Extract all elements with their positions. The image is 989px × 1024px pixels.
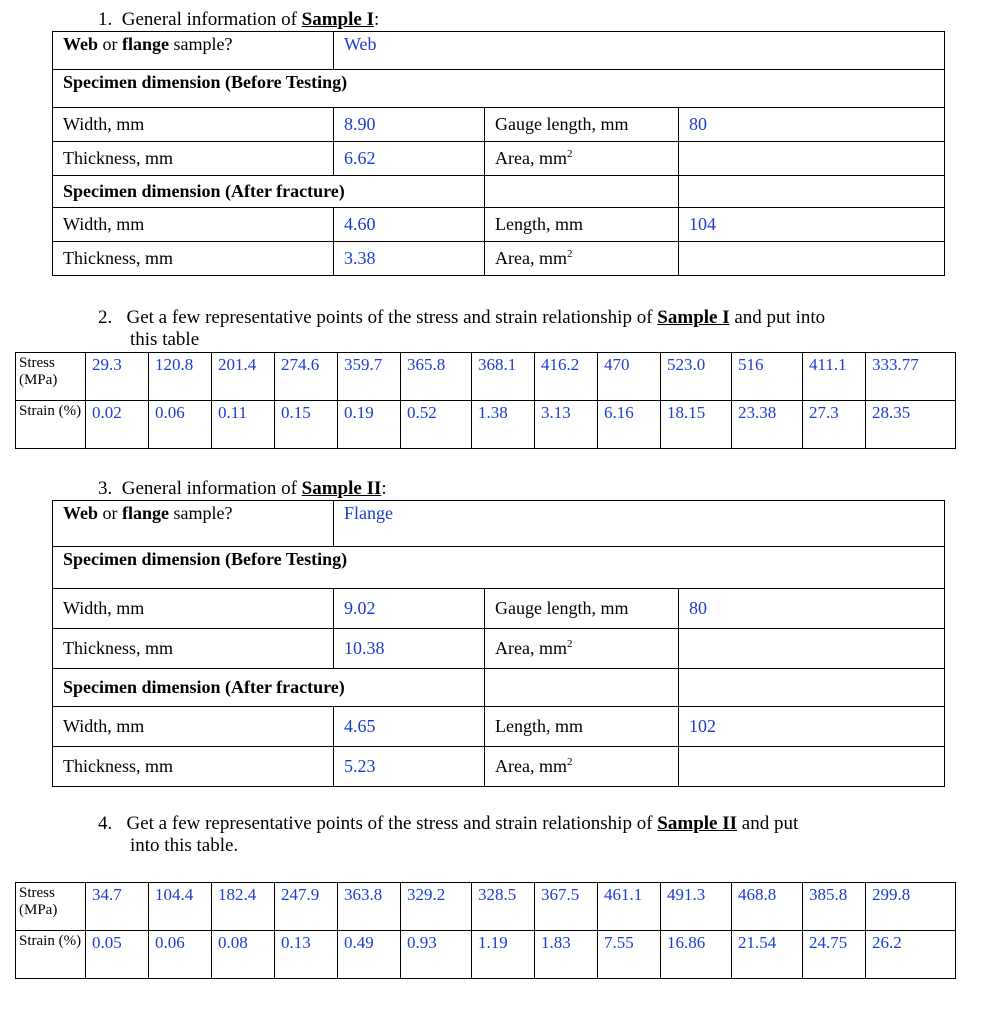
strain-label: Strain (%) [16,401,86,449]
stress-cell: 385.8 [803,883,866,931]
after-width-value: 4.65 [334,707,485,747]
stress-cell: 34.7 [86,883,149,931]
stress-cell: 359.7 [338,353,401,401]
web-flange-value: Flange [334,501,945,547]
strain-cell: 1.38 [472,401,535,449]
length-value: 104 [679,208,945,242]
before-testing-title: Specimen dimension (Before Testing) [53,547,945,589]
stress-cell: 333.77 [866,353,956,401]
strain-cell: 0.19 [338,401,401,449]
after-fracture-title: Specimen dimension (After fracture) [53,176,485,208]
after-thickness-value: 3.38 [334,242,485,276]
strain-cell: 24.75 [803,931,866,979]
section3-heading: 3. General information of Sample II: [98,478,387,499]
empty-cell [485,669,679,707]
stress-cell: 182.4 [212,883,275,931]
stress-cell: 365.8 [401,353,472,401]
gauge-length-value: 80 [679,589,945,629]
stress-cell: 274.6 [275,353,338,401]
strain-cell: 0.05 [86,931,149,979]
stress-cell: 329.2 [401,883,472,931]
before-testing-title: Specimen dimension (Before Testing) [53,70,945,108]
empty-cell [679,669,945,707]
strain-cell: 18.15 [661,401,732,449]
section4-paragraph: 4. Get a few representative points of the stress and strain relationship of Sample II and put into this table. [98,813,799,856]
strain-cell: 16.86 [661,931,732,979]
stress-cell: 470 [598,353,661,401]
strain-cell: 0.49 [338,931,401,979]
stress-cell: 516 [732,353,803,401]
empty-cell [679,176,945,208]
after-thickness-label: Thickness, mm [53,242,334,276]
after-fracture-title: Specimen dimension (After fracture) [53,669,485,707]
strain-cell: 0.08 [212,931,275,979]
length-label: Length, mm [485,208,679,242]
stress-cell: 363.8 [338,883,401,931]
stress-cell: 367.5 [535,883,598,931]
strain-cell: 0.06 [149,401,212,449]
stress-row [16,353,956,401]
stress-cell: 416.2 [535,353,598,401]
strain-cell: 28.35 [866,401,956,449]
strain-cell: 27.3 [803,401,866,449]
width-label: Width, mm [53,108,334,142]
strain-cell: 0.11 [212,401,275,449]
empty-cell [485,176,679,208]
thickness-label: Thickness, mm [53,142,334,176]
sample1-info-table [52,31,945,276]
section1-heading: 1. General information of Sample I: [98,9,380,30]
area-label: Area, $mm^2$ [485,142,679,176]
sample1-stress-strain-table [15,352,956,449]
stress-cell: 368.1 [472,353,535,401]
strain-cell: 1.83 [535,931,598,979]
area-value [679,142,945,176]
width-label: Width, mm [53,589,334,629]
after-width-label: Width, mm [53,707,334,747]
strain-cell: 0.15 [275,401,338,449]
after-area-value [679,747,945,787]
stress-cell: 411.1 [803,353,866,401]
section2-paragraph: 2. Get a few representative points of the stress and strain relationship of Sample I and put into this table [98,307,826,350]
stress-cell: 491.3 [661,883,732,931]
thickness-label: Thickness, mm [53,629,334,669]
area-label: Area, $mm^2$ [485,629,679,669]
strain-cell: 23.38 [732,401,803,449]
strain-cell: 7.55 [598,931,661,979]
after-area-value [679,242,945,276]
strain-label: Strain (%) [16,931,86,979]
strain-cell: 0.06 [149,931,212,979]
strain-cell: 0.13 [275,931,338,979]
strain-cell: 1.19 [472,931,535,979]
stress-cell: 523.0 [661,353,732,401]
stress-cell: 461.1 [598,883,661,931]
stress-cell: 201.4 [212,353,275,401]
web-flange-label: Web or flange sample? [53,32,334,70]
stress-cell: 299.8 [866,883,956,931]
gauge-length-value: 80 [679,108,945,142]
after-area-label: Area, $mm^2$ [485,242,679,276]
after-thickness-value: 5.23 [334,747,485,787]
web-flange-label: Web or flange sample? [53,501,334,547]
width-value: 9.02 [334,589,485,629]
web-flange-value: Web [334,32,945,70]
stress-label: Stress (MPa) [16,353,86,401]
strain-cell: 0.93 [401,931,472,979]
strain-cell: 26.2 [866,931,956,979]
after-area-label: Area, $mm^2$ [485,747,679,787]
gauge-length-label: Gauge length, mm [485,589,679,629]
strain-cell: 6.16 [598,401,661,449]
stress-row [16,883,956,931]
stress-label: Stress (MPa) [16,883,86,931]
sample2-stress-strain-table [15,882,956,979]
thickness-value: 10.38 [334,629,485,669]
stress-cell: 29.3 [86,353,149,401]
strain-cell: 0.52 [401,401,472,449]
gauge-length-label: Gauge length, mm [485,108,679,142]
thickness-value: 6.62 [334,142,485,176]
after-width-label: Width, mm [53,208,334,242]
strain-cell: 21.54 [732,931,803,979]
length-label: Length, mm [485,707,679,747]
strain-row [16,401,956,449]
strain-row [16,931,956,979]
stress-cell: 468.8 [732,883,803,931]
stress-cell: 328.5 [472,883,535,931]
after-thickness-label: Thickness, mm [53,747,334,787]
stress-cell: 104.4 [149,883,212,931]
strain-cell: 0.02 [86,401,149,449]
sample2-info-table [52,500,945,787]
length-value: 102 [679,707,945,747]
strain-cell: 3.13 [535,401,598,449]
stress-cell: 120.8 [149,353,212,401]
area-value [679,629,945,669]
after-width-value: 4.60 [334,208,485,242]
stress-cell: 247.9 [275,883,338,931]
width-value: 8.90 [334,108,485,142]
